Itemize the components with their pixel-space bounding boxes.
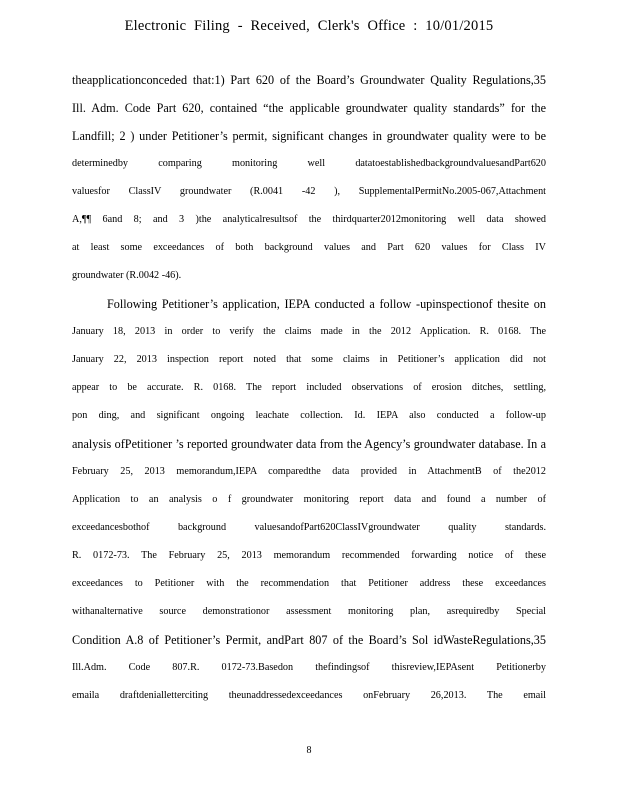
body-line-7: at least some exceedances of both background values and Part 620 values for Class IV [72, 242, 546, 253]
body-line-2: Ill. Adm. Code Part 620, contained “the applicable groundwater quality standards” for the [72, 101, 546, 115]
body-line-21: Condition A.8 of Petitioner’s Permit, andPart 807 of the Board’s Sol idWasteRegulations,35 [72, 633, 546, 647]
body-line-23: emaila draftdenialletterciting theunaddressedexceedances onFebruary 26,2013. The email [72, 690, 546, 701]
body-line-11: January 22, 2013 inspection report noted that some claims in Petitioner’s application did not [72, 354, 546, 365]
body-line-22: Ill.Adm. Code 807.R. 0172-73.Basedon thefindingsof thisreview,IEPAsent Petitionerby [72, 662, 546, 673]
body-line-20: withanalternative source demonstrationor assessment monitoring plan, asrequiredby Special [72, 606, 546, 617]
body-line-12: appear to be accurate. R. 0168. The report included observations of erosion ditches, settling, [72, 382, 546, 393]
body-line-9: Following Petitioner’s application, IEPA conducted a follow -upinspectionof thesite on [107, 297, 546, 311]
body-line-19: exceedances to Petitioner with the recommendation that Petitioner address these exceedances [72, 578, 546, 589]
body-line-18: R. 0172-73. The February 25, 2013 memorandum recommended forwarding notice of these [72, 550, 546, 561]
electronic-filing-header: Electronic Filing - Received, Clerk's Office : 10/01/2015 [124, 18, 494, 34]
body-line-5: valuesfor ClassIV groundwater (R.0041 -42 ), SupplementalPermitNo.2005-067,Attachment [72, 186, 546, 197]
page-number: 8 [306, 745, 312, 756]
body-line-17: exceedancesbothof background valuesandofPart620ClassIVgroundwater quality standards. [72, 522, 546, 533]
body-line-16: Application to an analysis o f groundwater monitoring report data and found a number of [72, 494, 546, 505]
body-line-6: A,¶¶ 6and 8; and 3 )the analyticalresultsof the thirdquarter2012monitoring well data showed [72, 214, 546, 225]
body-line-10: January 18, 2013 in order to verify the claims made in the 2012 Application. R. 0168. The [72, 326, 546, 337]
body-line-4: determinedby comparing monitoring well datatoestablishedbackgroundvaluesandPart620 [72, 158, 546, 169]
document-body [72, 66, 546, 710]
body-line-15: February 25, 2013 memorandum,IEPA comparedthe data provided in AttachmentB of the2012 [72, 466, 546, 477]
body-line-8: groundwater (R.0042 -46). [72, 270, 182, 281]
body-line-13: pon ding, and significant ongoing leachate collection. Id. IEPA also conducted a follow-up [72, 410, 546, 421]
body-line-14: analysis ofPetitioner ’s reported groundwater data from the Agency’s groundwater database. In a [72, 437, 546, 451]
body-line-1: theapplicationconceded that:1) Part 620 of the Board’s Groundwater Quality Regulations,35 [72, 73, 546, 87]
body-line-3: Landfill; 2 ) under Petitioner’s permit, significant changes in groundwater quality were to be [72, 129, 546, 143]
